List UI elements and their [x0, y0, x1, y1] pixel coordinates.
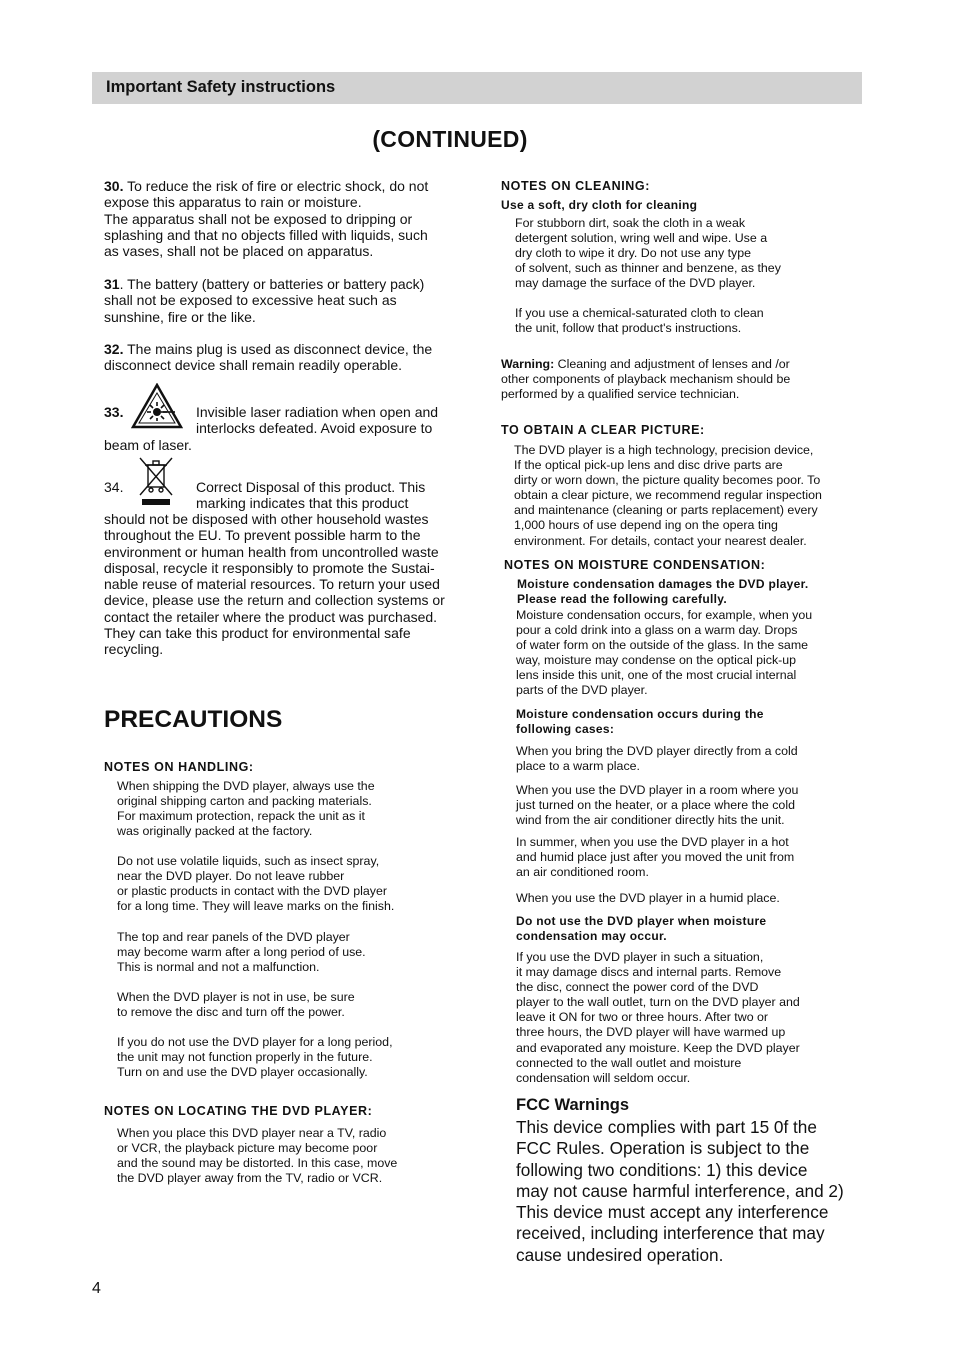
item-34-line: should not be disposed with other household wastes: [104, 511, 429, 527]
item-32: [104, 341, 464, 374]
section-header-bar: [92, 72, 862, 104]
moisture-case-2: When you use the DVD player in a room where you just turned on the heater, or a place where the cold wind from the air conditioner directly hits the unit.: [516, 783, 799, 828]
cleaning-subheading: Use a soft, dry cloth for cleaning: [501, 198, 698, 212]
item-31-number: 31: [104, 276, 120, 292]
item-34-line: recycling.: [104, 641, 164, 658]
item-33-text: [196, 404, 466, 437]
section-header-title: Important Safety instructions: [106, 78, 336, 96]
handling-para-1: When shipping the DVD player, always use the original shipping carton and packing materials. For maximum protection, repack the unit as it was originally packed at the factory.: [117, 779, 375, 839]
item-34-line: marking indicates that this product: [196, 495, 409, 512]
moisture-sub-1: Moisture condensation damages the DVD player. Please read the following carefully.: [517, 577, 809, 606]
moisture-case-1: When you bring the DVD player directly from a cold place to a warm place.: [516, 744, 798, 774]
item-34-line: Correct Disposal of this product. This: [196, 479, 426, 495]
item-33-line: Invisible laser radiation when open and: [196, 404, 439, 420]
item-30-line: expose this apparatus to rain or moisture.: [104, 194, 362, 211]
warning-label: Warning:: [501, 357, 555, 371]
locating-para: When you place this DVD player near a TV, radio or VCR, the playback picture may become poor and the sound may be distorted. In this case, move the DVD player away from the TV, radio or VCR.: [117, 1126, 398, 1186]
item-30-line: To reduce the risk of fire or electric shock, do not: [127, 178, 429, 194]
handling-para-4: When the DVD player is not in use, be sure to remove the disc and turn off the power.: [117, 990, 355, 1020]
picture-heading: TO OBTAIN A CLEAR PICTURE:: [501, 423, 705, 437]
item-32-line: The mains plug is used as disconnect device, the: [127, 341, 433, 357]
handling-para-2: Do not use volatile liquids, such as insect spray, near the DVD player. Do not leave rubber or plastic products in contact with the DVD player for a long time. They will leave marks on the finish.: [117, 854, 395, 914]
moisture-para-1: Moisture condensation occurs, for example, when you pour a cold drink into a glass on a warm day. Drops of water form on the outside of the glass. In the same way, moisture may condense on the optical pick-up lens inside this unit, one of the most crucial internal parts of the DVD player.: [516, 608, 813, 698]
item-34-number: 34.: [104, 479, 124, 495]
item-34-line: nable reuse of material resources. To return your used: [104, 576, 440, 593]
item-34-line: environment or human health from uncontrolled waste: [104, 543, 439, 560]
item-30-number: 30.: [104, 178, 124, 194]
cleaning-warning: Warning: Cleaning and adjustment of lenses and /or other components of playback mechanism should be performed by a qualified service technician.: [501, 357, 791, 402]
moisture-sub-2: Moisture condensation occurs during the following cases:: [516, 707, 764, 736]
locating-heading: NOTES ON LOCATING THE DVD PLAYER:: [104, 1104, 373, 1118]
cleaning-para-2: If you use a chemical-saturated cloth to clean the unit, follow that product's instructions.: [515, 306, 764, 336]
cleaning-heading: NOTES ON CLEANING:: [501, 179, 650, 193]
item-34-line: disposal, recycle it responsibly to promote the Sustai-: [104, 559, 435, 576]
item-32-number: 32.: [104, 341, 124, 357]
laser-warning-icon: [131, 383, 183, 429]
item-33-line: beam of laser.: [104, 437, 192, 453]
item-34-intro: [196, 479, 466, 512]
handling-heading: NOTES ON HANDLING:: [104, 760, 254, 774]
page-number: 4: [92, 1280, 101, 1297]
item-33-number: 33.: [104, 404, 124, 420]
item-30-line: splashing and that no objects filled with liquids, such: [104, 226, 428, 243]
item-32-line: disconnect device shall remain readily operable.: [104, 357, 403, 374]
moisture-case-4: When you use the DVD player in a humid place.: [516, 891, 780, 905]
item-31-line: . The battery (battery or batteries or battery pack): [119, 276, 425, 292]
item-30-line: The apparatus shall not be exposed to dripping or: [104, 210, 413, 227]
item-31: [104, 276, 464, 325]
picture-para: The DVD player is a high technology, precision device, If the optical pick-up lens and disc drive parts are dirty or worn down, the picture quality becomes poor. To obtain a clear picture, we recommend regular inspection and maintenance (cleaning or parts replacement) every 1,000 hours of use depend ing on the opera ting environment. For details, contact your nearest dealer.: [514, 443, 822, 548]
item-34-body: [104, 511, 474, 658]
moisture-para-2: If you use the DVD player in such a situation, it may damage discs and internal parts. Remove the disc, connect the power cord of the DVD player to the wall outlet, turn on the DVD player and leave it ON for two or three hours. After two or three hours, the DVD player will have warmed up and evaporated any moisture. Keep the DVD player connected to the wall outlet and moisture condensation will seldom occur.: [516, 950, 800, 1085]
item-34-line: device, please use the return and collection systems or: [104, 592, 445, 609]
item-34-line: throughout the EU. To prevent possible harm to the: [104, 527, 421, 544]
continued-title: (CONTINUED): [372, 126, 528, 152]
moisture-heading: NOTES ON MOISTURE CONDENSATION:: [504, 558, 766, 572]
item-30: [104, 178, 464, 259]
fcc-body: This device complies with part 15 0f the FCC Rules. Operation is subject to the following two conditions: 1) this device may not cause harmful interference, and 2) This device must accept any interference received, including interference that may cause undesired operation.: [516, 1117, 844, 1265]
handling-para-5: If you do not use the DVD player for a long period, the unit may not function properly in the future. Turn on and use the DVD player occasionally.: [117, 1035, 393, 1080]
item-34-line: They can take this product for environmental safe: [104, 625, 411, 642]
moisture-sub-3: Do not use the DVD player when moisture condensation may occur.: [516, 914, 767, 943]
handling-para-3: The top and rear panels of the DVD player may become warm after a long period of use. This is normal and not a malfunction.: [117, 930, 366, 975]
crossed-out-bin-icon: [136, 455, 176, 507]
item-31-line: sunshine, fire or the like.: [104, 308, 256, 325]
item-34-line: contact the retailer where the product was purchased.: [104, 608, 438, 625]
item-33-line: interlocks defeated. Avoid exposure to: [196, 420, 433, 437]
item-31-line: shall not be exposed to excessive heat such as: [104, 292, 397, 309]
moisture-case-3: In summer, when you use the DVD player in a hot and humid place just after you moved the unit from an air conditioned room.: [516, 835, 795, 880]
cleaning-para-1: For stubborn dirt, soak the cloth in a weak detergent solution, wring well and wipe. Use a dry cloth to wipe it dry. Do not use any type of solvent, such as thinner and benzene, as they may damage the surface of the DVD player.: [515, 216, 781, 291]
item-30-line: as vases, shall not be placed on apparatus.: [104, 243, 374, 260]
precautions-title: PRECAUTIONS: [104, 706, 283, 733]
fcc-heading: FCC Warnings: [516, 1096, 630, 1114]
